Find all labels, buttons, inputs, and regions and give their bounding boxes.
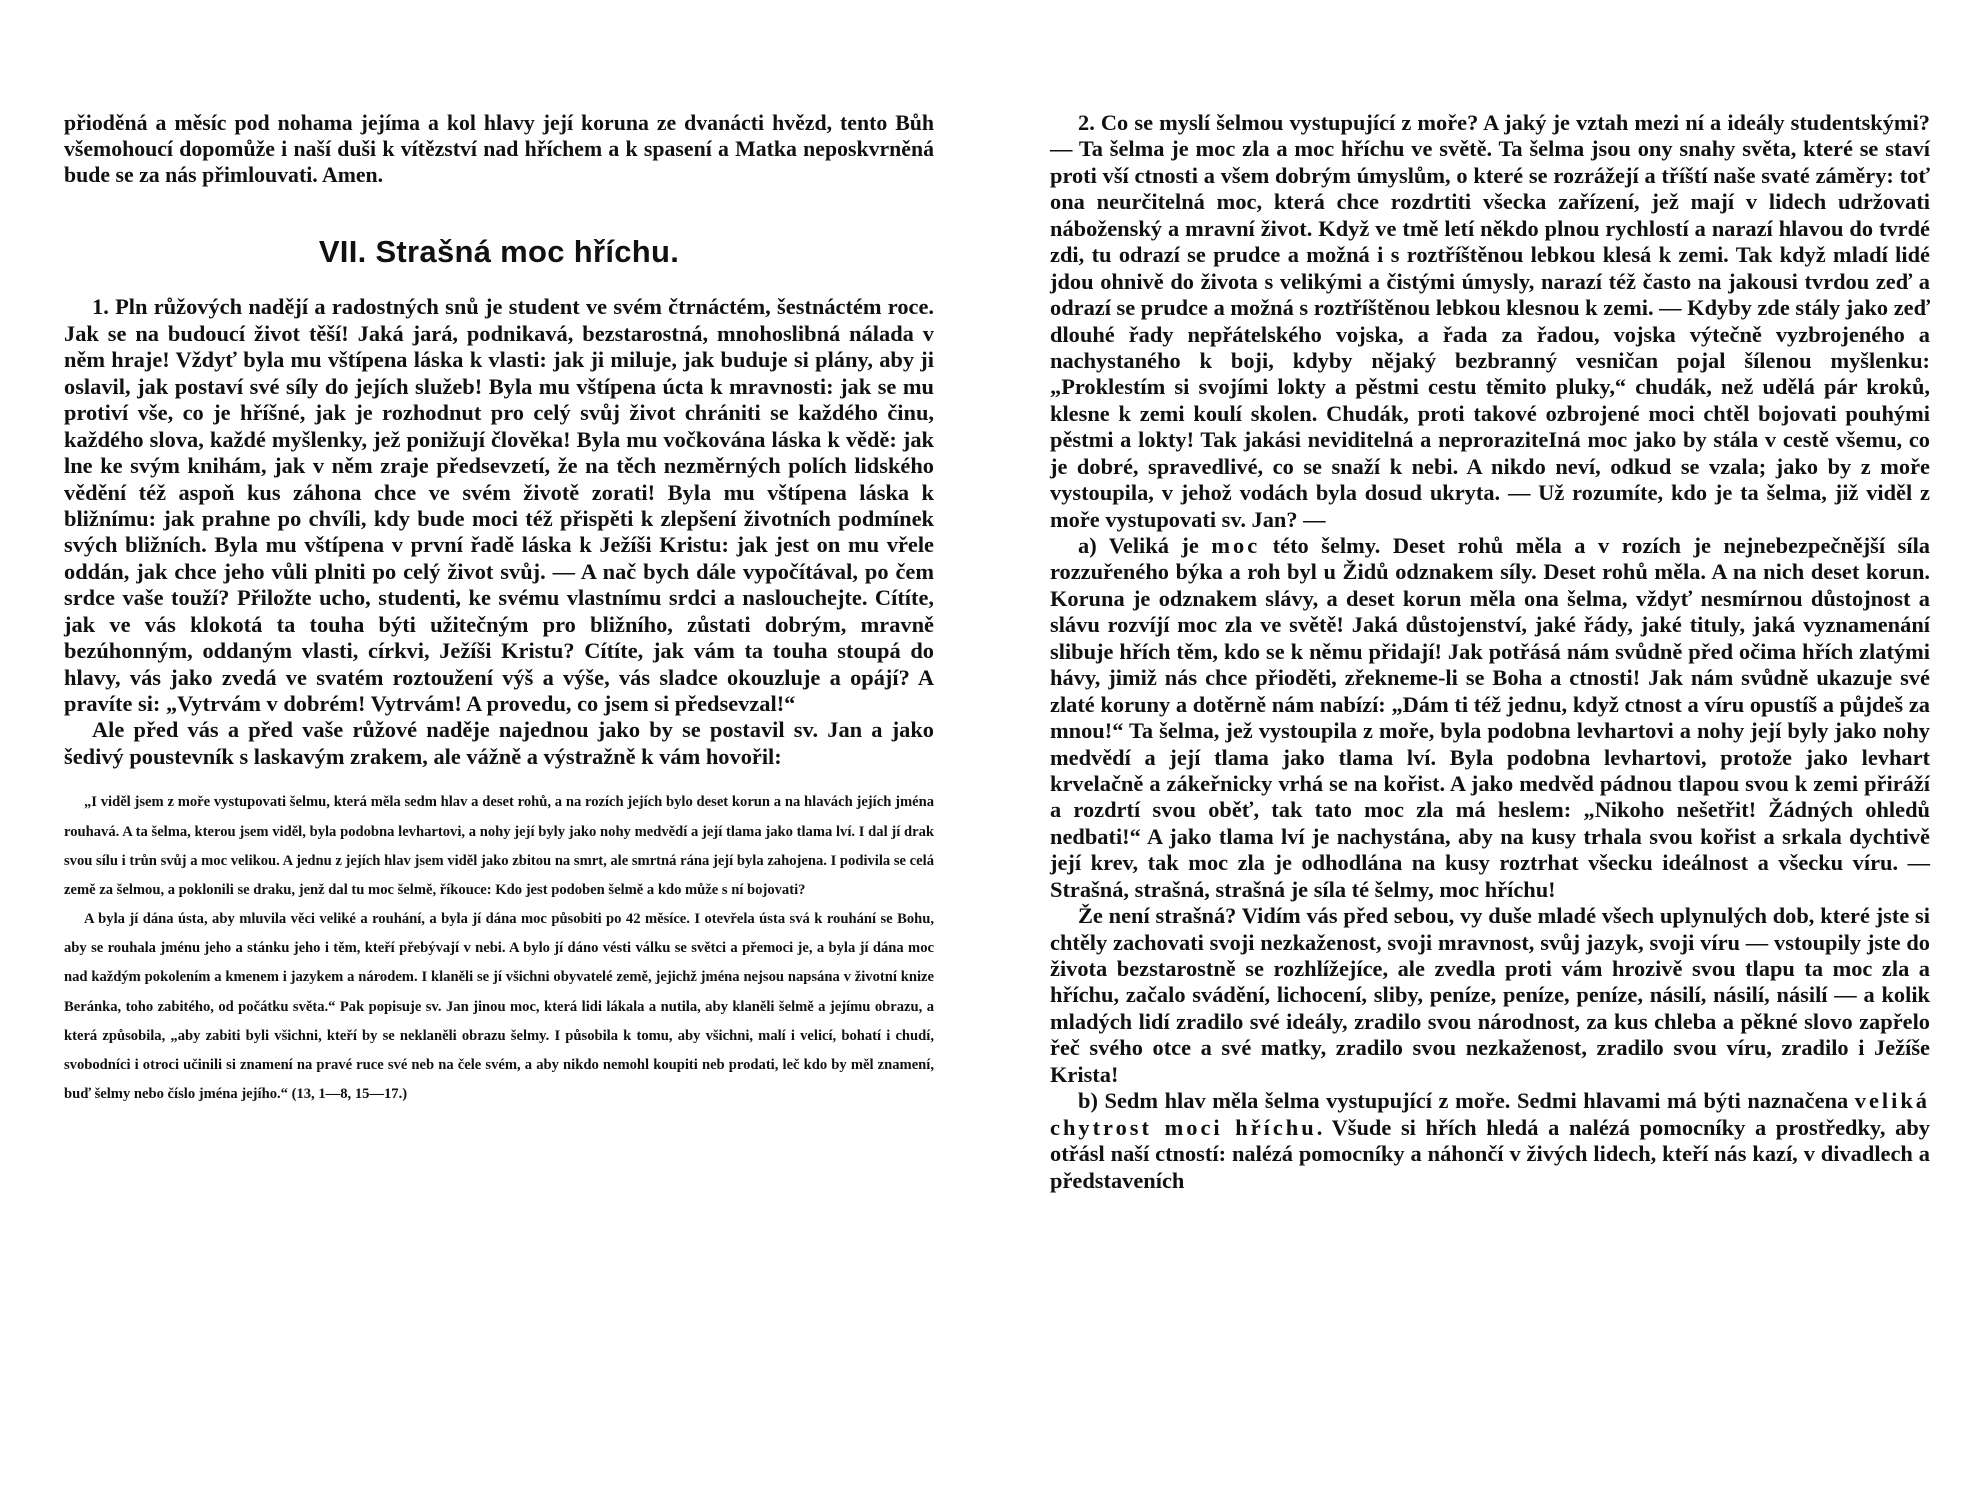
text-run: a) Veliká je (1078, 533, 1212, 558)
paragraph: Ale před vás a před vaše růžové naděje najednou jako by se postavil sv. Jan a jako šedivý poustevník s laskavým zrakem, ale vážně a výstražně k vám hovořil: (64, 717, 934, 769)
quote-paragraph: „I viděl jsem z moře vystupovati šelmu, která měla sedm hlav a deset rohů, a na rozích jejích bylo deset korun a na hlavách jejích jména rouhavá. A ta šelma, kterou jsem viděl, byla podobna levhartovi, a nohy její byly jako nohy medvědí a její tlama jako tlama lví. I dal jí drak svou sílu i trůn svůj a moc velikou. A jednu z jejích hlav jsem viděl jako zbitou na smrt, ale smrtná rána její byla zahojena. I podivila se celá země za šelmou, a poklonili se draku, jenž dal tu moc šelmě, říkouce: Kdo jest podoben šelmě a kdo může s ní bojovati? (64, 794, 934, 898)
spaced-emphasis: moc (1211, 533, 1261, 558)
text-run: této šelmy. Deset rohů měla a v rozích je nejnebezpečnější síla rozzuřeného býka a roh byl u Židů odznakem síly. Deset rohů měla. A na nich deset korun. Koruna je odznakem slávy, a deset korun měla ona šelma, vždyť nesmírnou důstojnost a slávu rozvíjí moc zla ve světě! Jaká důstojenství, jaké řády, jaké tituly, jaká vyznamenání slibuje hřích těm, kdo se k němu přidají! Jak potřásá nám svůdně před očima hřích zlatými hávy, jimiž nás chce přioděti, zřekneme-li se Boha a ctnosti! Jak nám svůdně ukazuje své zlaté koruny a dotěrně nám nabízí: „Dám ti též jednu, když ctnost a víru opustíš a půjdeš za mnou!“ Ta šelma, jež vystoupila z moře, byla podobna levhartovi a nohy její byly jako nohy medvědí a její tlama jako tlama lví. Byla podobna levhartovi, protože jako levhart krvelačně a zákeřnicky vrhá se na kořist. A jako medvěd pádnou tlapou svou k zemi přiráží a rozdrtí svou oběť, tak tato moc zla má heslem: „Nikoho nešetřit! Žádných ohledů nedbati!“ A jako tlama lví je nachystána, aby na kusy trhala svou kořist a srkala dychtivě její krev, tak moc zla je odhodlána na kusy roztrhat všecku ideálnost a všecku víru. — Strašná, strašná, strašná je síla té šelmy, moc hříchu! (1050, 533, 1930, 902)
text-run: b) Sedm hlav měla šelma vystupující z moře. Sedmi hlavami má býti naznačena (1078, 1088, 1855, 1114)
quote-paragraph: A byla jí dána ústa, aby mluvila věci veliké a rouhání, a byla jí dána moc působiti po 42 měsíce. I otevřela ústa svá k rouhání se Bohu, aby se rouhala jménu jeho a stánku jeho i těm, kteří přebývají v nebi. A bylo jí dáno vésti válku se světci a přemoci je, a byla jí dána moc nad každým pokolením a kmenem i jazykem a národem. I klaněli se jí všichni obyvatelé země, jejichž jména nejsou napsána v životní knize Beránka, toho zabitého, od počátku světa.“ Pak popisuje sv. Jan jinou moc, která lidi lákala a nutila, aby klaněli šelmě a jejímu obrazu, a která způsobila, „aby zabiti byli všichni, kteří by se neklaněli obrazu šelmy. I působila k tomu, aby všichni, malí i velicí, bohatí i chudí, svobodníci i otroci učinili si znamení na pravé ruce své neb na čele svém, a aby nikdo nemohl koupiti neb prodati, leč kdo by měl znamení, buď šelmy nebo číslo jména jejího.“ (13, 1—8, 15—17.) (64, 911, 934, 1103)
prayer-ending: přioděná a měsíc pod nohama jejíma a kol hlavy její koruna ze dvanácti hvězd, tento Bůh všemohoucí dopomůže i naší duši k vítězství nad hříchem a k spasení a Matka neposkvrněná bude se za nás přimlouvati. Amen. (64, 111, 934, 188)
paragraph: 2. Co se myslí šelmou vystupující z moře? A jaký je vztah mezi ní a ideály studentskými? — Ta šelma je moc zla a moc hříchu ve světě. Ta šelma jsou ony snahy světa, které se staví proti vší ctnosti a všem dobrým úmyslům, o které se rozrážejí a tříští naše svaté záměry: toť ona neurčitelná moc, která chce rozdrtiti všecka zařízení, jež mají v lidech udržovati náboženský a mravní život. Když ve tmě letí někdo plnou rychlostí a narazí hlavou do tvrdé zdi, tu odrazí se prudce a možná i s roztříštěnou lebkou klesá k zemi. Tak když mladí lidé jdou ohnivě do života s velikými a čistými úmysly, narazí též často na jakousi tvrdou zeď a odrazí se prudce a možná s roztříštěnou lebkou klesnou k zemi. — Kdyby zde stály jako zeď dlouhé řady nepřátelského vojska, a řada za řadou, vojska výtečně vyzbrojeného a nachystaného k boji, kdyby nějaký bezbranný vesničan pojal šílenou myšlenku: „Proklestím si svojími lokty a pěstmi cestu těmito pluky,“ chudák, než udělá pár kroků, klesne k zemi koulí skolen. Chudák, proti takové ozbrojené moci chtěl bojovati pouhými pěstmi a lokty! Tak jakási neviditelná a neproraziteIná moc jako by stála v cestě všemu, co je dobré, spravedlivé, co se snaží k nebi. A nikdo neví, odkud se vzala; jako by z moře vystoupila, v jehož vodách byla dosud ukryta. — Už rozumíte, kdo je ta šelma, již viděl z moře vystupovati sv. Jan? — (1050, 110, 1930, 532)
right-page (1050, 110, 1930, 1194)
left-page (64, 110, 934, 1109)
chapter-title: VII. Strašná moc hříchu. (318, 234, 680, 270)
paragraph: Že není strašná? Vidím vás před sebou, vy duše mladé všech uplynulých dob, které jste si chtěly zachovati svoji nezkaženost, svoji mravnost, svůj jazyk, svoji víru — vstoupily jste do života bezstarostně se rozhlížejíce, ale zvedla proti vám hrozivě svou tlapu ta moc zla a hříchu, začalo svádění, lichocení, sliby, peníze, peníze, peníze, násilí, násilí, násilí — a kolik mladých lidí zradilo své ideály, zradilo svou národnost, za kus chleba a pěkné slovo zapřelo řeč svého otce a své matky, zradilo svou nezkaženost, zradilo svou víru, zradilo i Ježíše Krista! (1050, 903, 1930, 1087)
paragraph (1050, 1088, 1930, 1194)
paragraph (1050, 533, 1930, 903)
text-run: . Všude si hřích hledá a nalézá pomocníky a prostředky, aby otřásl naší ctností: nalézá pomocníky a náhončí v živých lidech, kteří nás kazí, v divadlech a představeních (1050, 1114, 1930, 1193)
paragraph: 1. Pln růžových nadějí a radostných snů je student ve svém čtrnáctém, šestnáctém roce. Jak se na budoucí život těší! Jaká jará, podnikavá, bezstarostná, mnohoslibná nálada v něm hraje! Vždyť byla mu vštípena láska k vlasti: jak ji miluje, jak buduje si plány, aby ji oslavil, jak postaví své síly do jejích služeb! Byla mu vštípena úcta k mravnosti: jak se mu protiví vše, co je hříšné, jak je rozhodnut pro celý svůj život chrániti se každého činu, každého slova, každé myšlenky, jež ponižují člověka! Byla mu vočkována láska k vědě: jak lne ke svým knihám, jak v něm zraje předsevzetí, že na těch nezměrných polích lidského vědění též aspoň kus záhona chce ve svém životě zorati! Byla mu vštípena láska k bližnímu: jak prahne po chvíli, kdy bude moci též přispěti k zlepšení životních podmínek svých bližních. Byla mu vštípena v první řadě láska k Ježíši Kristu: jak jest on mu vřele oddán, jak chce jeho vůli plniti po celý život svůj. — A nač bych dále vypočítával, po čem srdce vaše touží? Přiložte ucho, studenti, ke svému vlastnímu srdci a naslouchejte. Cítíte, jak ve vás klokotá ta touha býti užitečným pro bližního, zůstati dobrým, mravně bezúhonným, oddaným vlasti, církvi, Ježíši Kristu? Cítíte, jak vám ta touha stoupá do hlavy, vás jako zvedá ve svatém roztoužení výš a výše, vás sladce okouzluje a opájí? A pravíte si: „Vytrvám v dobrém! Vytrvám! A provedu, co jsem si předsevzal!“ (64, 294, 934, 717)
scripture-quote (64, 788, 934, 1109)
spaced-emphasis: veliká chytrost moci hříchu (1050, 1088, 1930, 1140)
